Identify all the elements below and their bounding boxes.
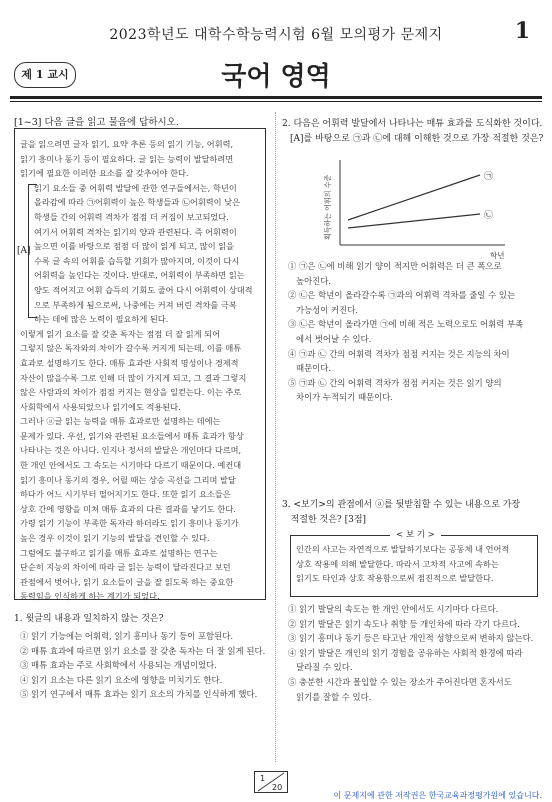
exam-title: 2023학년도 대학수학능력시험 6월 모의평가 문제지 [109, 27, 443, 43]
passage-line: 높은 경우 이것이 읽기 기능의 발달을 견인할 수 있다. [20, 533, 210, 544]
passage-line: 문제가 있다. 우선, 읽기와 관련된 요소들에서 매튜 효과가 항상 [20, 430, 244, 441]
passage-line: 올라감에 따라 ㉠어휘력이 높은 학생들과 ㉡어휘력이 낮은 [34, 197, 240, 208]
option[interactable]: ② 매튜 효과에 따르면 읽기 요소를 잘 갖춘 독자는 더 잘 읽게 된다. [20, 645, 266, 656]
option[interactable]: ⑤ ㉠과 ㉡ 간의 어휘력 격차가 점점 커지는 것은 읽기 양의 [288, 377, 502, 388]
line-high [348, 175, 480, 220]
bogi-line: 상호 작용에 의해 발달한다. 따라서 고차적 사고에 속하는 [296, 558, 499, 569]
bogi-text [296, 542, 509, 586]
option[interactable]: ③ 읽기 흥미나 동기 등은 타고난 개인적 성향으로써 변하지 않는다. [288, 633, 534, 644]
option[interactable]: ④ ㉠과 ㉡ 간의 어휘력 격차가 점점 커지는 것은 지능의 차이 [288, 348, 510, 359]
copyright-note: 이 문제지에 관한 저작권은 한국교육과정평가원에 있습니다. [333, 791, 542, 800]
bogi-line: 읽기도 타인과 상호 작용함으로써 점진적으로 발달한다. [296, 573, 494, 584]
option[interactable]: ② ㉡은 학년이 올라갈수록 ㉠과의 어휘력 격차를 줄일 수 있는 [288, 290, 516, 301]
question-1-options [20, 629, 265, 702]
option-cont: 달라질 수 있다. [288, 662, 353, 673]
passage-line: 그럼에도 불구하고 읽기를 매튜 효과로 설명하는 연구는 [20, 547, 218, 558]
question-3-stem-line1: 3. <보기>의 관점에서 ⓐ를 뒷받침할 수 있는 내용으로 가장 [282, 500, 521, 510]
passage-line: 관점에서 벗어나, 읽기 요소들이 글을 잘 읽도록 하는 중요한 [20, 576, 234, 587]
passage-line: 그렇지 않은 독자와의 차이가 갈수록 커지게 되는데, 이를 매튜 [20, 343, 242, 354]
option[interactable]: ⑤ 읽기 연구에서 매튜 효과는 읽기 요소의 가치를 인식하게 했다. [20, 689, 258, 700]
page-indicator [254, 771, 288, 793]
passage-line: 그러나 ⓐ글 읽는 능력을 매튜 효과로만 설명하는 데에는 [20, 416, 221, 427]
passage-line: 하는 데에 많은 노력이 필요하게 된다. [34, 314, 169, 325]
passage-line: 읽기 흥미나 동기 등이 필요하다. 글 읽는 능력이 발달하려면 [20, 153, 234, 164]
option-cont: 읽기를 잘할 수 있다. [288, 691, 372, 702]
passage-line: 어휘력을 높인다는 것이다. 반대로, 어휘력이 부족하면 읽는 [34, 270, 245, 281]
passage-line: 사회학에서 사용되었으나 읽기에도 적용된다. [20, 401, 181, 412]
passage-line: 글을 읽으려면 글자 읽기, 요약 추론 등의 읽기 기능, 어휘력, [20, 139, 234, 149]
option-cont: 높아진다. [288, 275, 332, 286]
subject-title: 국어 영역 [221, 62, 331, 92]
bogi-line: 인간의 사고는 자연적으로 발달하기보다는 공동체 내 언어적 [296, 544, 510, 554]
option-cont: 에서 벗어날 수 있다. [288, 333, 372, 344]
session-badge: 제 1 교시 [14, 62, 76, 88]
label-low: ㉡ [484, 211, 494, 221]
passage-line: 효과로 설명하기도 한다. 매튜 효과란 사회적 명성이나 경제적 [20, 357, 239, 368]
passage-line: 양도 적어지고 어휘 습득의 기회도 줄어 다시 어휘력이 상대적 [34, 284, 253, 295]
passage-text [20, 137, 262, 604]
y-axis-label: 획득하는 어휘의 수준 [324, 174, 332, 240]
header-rule-thick [10, 96, 542, 99]
passage-line: 하다가 어느 시기부터 떨어지기도 한다. 또한 읽기 요소들은 [20, 489, 231, 500]
passage-line: 학생들 간의 어휘력 격차가 점점 더 커짐이 보고되었다. [34, 211, 229, 222]
header-rule-thin [10, 101, 542, 102]
question-3-options [288, 602, 533, 704]
option[interactable]: ⑤ 충분한 시간과 몰입할 수 있는 장소가 주어진다면 혼자서도 [288, 676, 512, 687]
option[interactable]: ④ 읽기 발달은 개인의 읽기 경험을 공유하는 사회적 환경에 따라 [288, 647, 523, 658]
option[interactable]: ② 읽기 발달은 읽기 속도나 취향 등 개인차에 따라 각기 다르다. [288, 618, 520, 629]
passage-line: 상호 간에 영향을 미쳐 매튜 효과의 다른 결과를 낳기도 한다. [20, 503, 236, 514]
column-divider [275, 112, 276, 762]
question-3-stem-line2: 적절한 것은? [3점] [282, 515, 367, 525]
passage-line: 높으면 이를 바탕으로 점점 더 많이 읽게 되고, 많이 읽을 [34, 241, 235, 252]
passage-line: 동력임을 인식하게 하는 계기가 되었다. [20, 591, 160, 602]
passage-line: 이렇게 읽기 요소를 잘 갖춘 독자는 점점 더 잘 읽게 되어 [20, 328, 221, 339]
bogi-label: < 보 기 > [390, 528, 441, 540]
passage-line: 한 개인 안에서도 그 속도는 시기마다 다르기 때문이다. 예컨대 [20, 460, 242, 471]
line-low [348, 214, 480, 228]
page-indicator-current: 1 [260, 774, 266, 783]
passage-line: 나타나는 것은 아니다. 인지나 정서의 발달은 개인마다 다르며, [20, 445, 242, 456]
passage-intro: [1~3] 다음 글을 읽고 물음에 답하시오. [14, 117, 179, 128]
passage-line: 여기서 어휘력 격차는 읽기의 양과 관련된다. 즉 어휘력이 [34, 226, 237, 237]
option[interactable]: ③ ㉡은 학년이 올라가면 ㉠에 비해 적은 노력으로도 어휘력 부족 [288, 319, 524, 330]
option-cont: 차이가 누적되기 때문이다. [288, 392, 393, 403]
label-high: ㉠ [484, 172, 494, 182]
page-indicator-total: 20 [272, 783, 283, 792]
page-number: 1 [514, 18, 530, 44]
passage-line: 으로 부족하게 됨으로써, 나중에는 커져 버린 격차를 극복 [34, 299, 237, 310]
passage-line: 수록 글 속의 어휘를 습득할 기회가 많아지며, 이것이 다시 [34, 255, 240, 266]
passage-line: 자산이 많을수록 그로 인해 더 많이 가지게 되고, 그 결과 그렇지 [20, 372, 247, 383]
question-2-options [288, 259, 523, 405]
option-cont: 때문이다. [288, 363, 332, 374]
option[interactable]: ① 읽기 기능에는 어휘력, 읽기 흥미나 동기 등이 포함된다. [20, 631, 233, 641]
option[interactable]: ① 읽기 발달의 속도는 한 개인 안에서도 시기마다 다르다. [288, 604, 499, 614]
bracket-a-label: [A] [17, 246, 31, 256]
passage-line: 단순히 지능의 차이에 따라 글 읽는 능력이 달라진다고 보던 [20, 562, 231, 573]
question-2-stem-line2: [A]를 바탕으로 ㉠과 ㉡에 대해 이해한 것으로 가장 적절한 것은? [290, 134, 544, 144]
x-axis-label: 학년 [490, 251, 505, 260]
option[interactable]: ① ㉠은 ㉡에 비해 읽기 양이 적지만 어휘력은 더 큰 폭으로 [288, 261, 502, 271]
question-1-stem: 1. 윗글의 내용과 일치하지 않는 것은? [14, 614, 164, 624]
passage-line: 읽기 흥미나 동기의 경우, 어릴 때는 상승 곡선을 그리며 발달 [20, 474, 236, 485]
question-2-stem-line1: 2. 다음은 어휘력 발달에서 나타나는 매튜 효과를 도식화한 것이다. [282, 119, 543, 129]
passage-line: 가령 읽기 기능이 부족한 독자라 하더라도 읽기 흥미나 동기가 [20, 518, 239, 529]
option-cont: 가능성이 커진다. [288, 304, 358, 315]
passage-line: 읽기 요소들 중 어휘력 발달에 관한 연구들에서는, 학년이 [34, 182, 237, 193]
passage-line: 읽기에 필요한 이러한 요소를 잘 갖추어야 한다. [20, 168, 189, 179]
passage-line: 않은 사람과의 차이가 점점 커지는 현상을 일컫는다. 이는 주로 [20, 387, 242, 398]
option[interactable]: ④ 읽기 요소는 다른 읽기 요소에 영향을 미치기도 한다. [20, 674, 223, 685]
option[interactable]: ③ 매튜 효과는 주로 사회학에서 사용되는 개념이었다. [20, 660, 217, 671]
